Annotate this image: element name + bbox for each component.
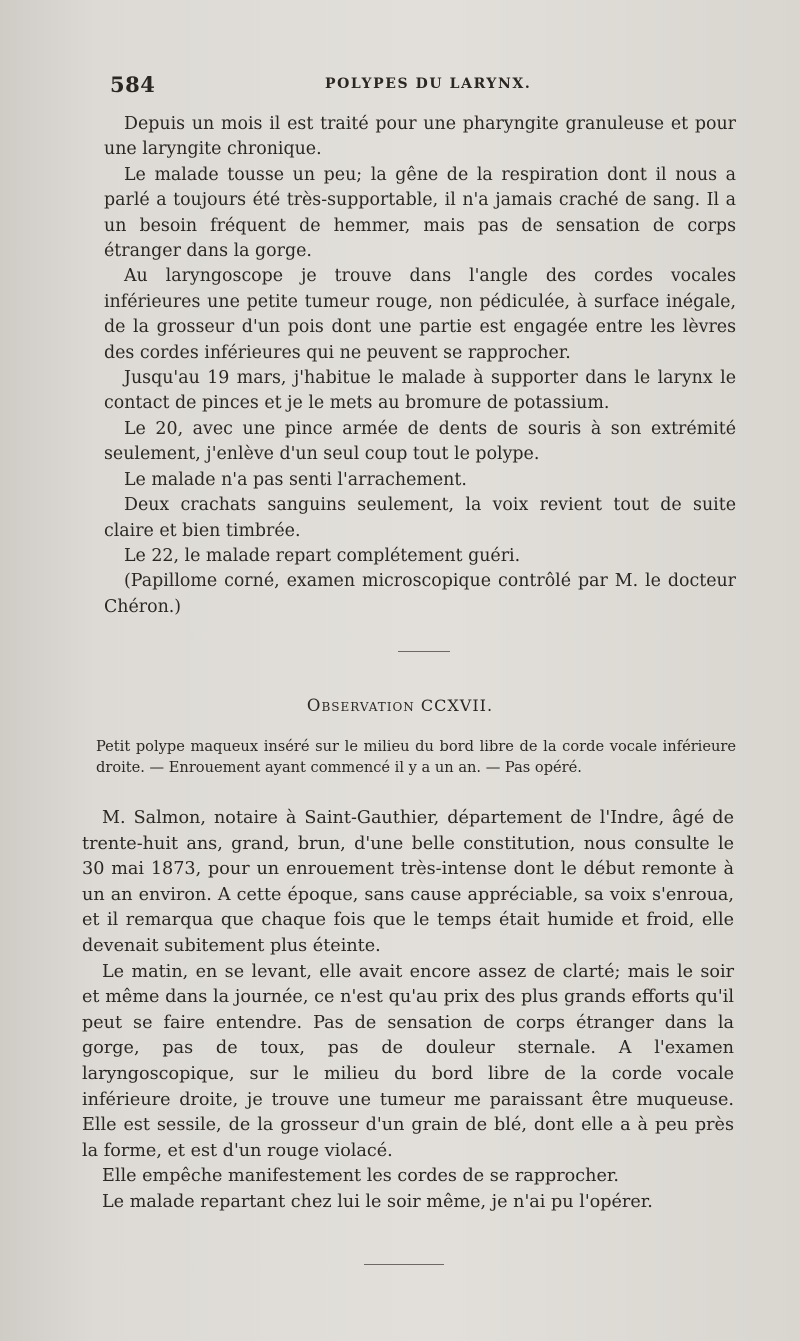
observation-label: Observation: [306, 696, 415, 715]
paragraph: Le 20, avec une pince armée de dents de souris à son extrémité seulement, j'enlève d'un seul coup tout le polype.: [104, 418, 736, 465]
observation-body: [82, 806, 734, 1216]
case-continuation-text: [104, 112, 736, 620]
paragraph: Elle empêche manifestement les cordes de se rapprocher.: [102, 1166, 619, 1187]
running-title: POLYPES DU LARYNX.: [325, 76, 532, 92]
section-divider: [398, 651, 450, 652]
paragraph: Le matin, en se levant, elle avait encore assez de clarté; mais le soir et même dans la journée, ce n'est qu'au prix des plus grands efforts qu'il peut se faire entendre. Pas de sensation de corps étranger dans la gorge, pas de toux, pas de douleur sternale. A l'examen laryngoscopique, sur le milieu du bord libre de la corde vocale inférieure droite, je trouve une tumeur me paraissant être muqueuse. Elle est sessile, de la grosseur d'un grain de blé, dont elle a à peu près la forme, et est d'un rouge violacé.: [82, 961, 734, 1161]
observation-summary: [96, 736, 736, 778]
observation-number: CCXVII.: [420, 696, 494, 715]
paragraph: Depuis un mois il est traité pour une pharyngite granuleuse et pour une laryngite chronique.: [104, 114, 736, 160]
summary-text: Petit polype maqueux inséré sur le milieu du bord libre de la corde vocale inférieure droite. — Enrouement ayant commencé il y a un an. — Pas opéré.: [96, 738, 736, 776]
paragraph: Le malade repartant chez lui le soir même, je n'ai pu l'opérer.: [102, 1191, 653, 1212]
paragraph: (Papillome corné, examen microscopique contrôlé par M. le docteur Chéron.): [104, 571, 736, 617]
page-header: [110, 72, 730, 102]
paragraph: Au laryngoscope je trouve dans l'angle des cordes vocales inférieures une petite tumeur rouge, non pédiculée, à surface inégale, de la grosseur d'un pois dont une partie est engagée entre les lèvres des cordes inférieures qui ne peuvent se rapprocher.: [104, 266, 736, 363]
paragraph: M. Salmon, notaire à Saint-Gauthier, département de l'Indre, âgé de trente-huit ans, grand, brun, d'une belle constitution, nous consulte le 30 mai 1873, pour un enrouement très-intense dont le début remonte à un an environ. A cette époque, sans cause appréciable, sa voix s'enroua, et il remarqua que chaque fois que le temps était humide et froid, elle devenait subitement plus éteinte.: [82, 808, 734, 956]
end-divider: [364, 1264, 444, 1265]
paragraph: Jusqu'au 19 mars, j'habitue le malade à supporter dans le larynx le contact de pinces et je le mets au bromure de potassium.: [104, 368, 736, 414]
paragraph: Deux crachats sanguins seulement, la voix revient tout de suite claire et bien timbrée.: [104, 495, 736, 541]
page-number: 584: [110, 72, 156, 97]
observation-title: [0, 696, 800, 715]
paragraph: Le malade tousse un peu; la gêne de la respiration dont il nous a parlé a toujours été très-supportable, il n'a jamais craché de sang. Il a un besoin fréquent de hemmer, mais pas de sensation de corps étranger dans la gorge.: [104, 164, 736, 262]
paragraph: Le 22, le malade repart complétement guéri.: [124, 545, 521, 566]
paragraph: Le malade n'a pas senti l'arrachement.: [124, 469, 467, 490]
